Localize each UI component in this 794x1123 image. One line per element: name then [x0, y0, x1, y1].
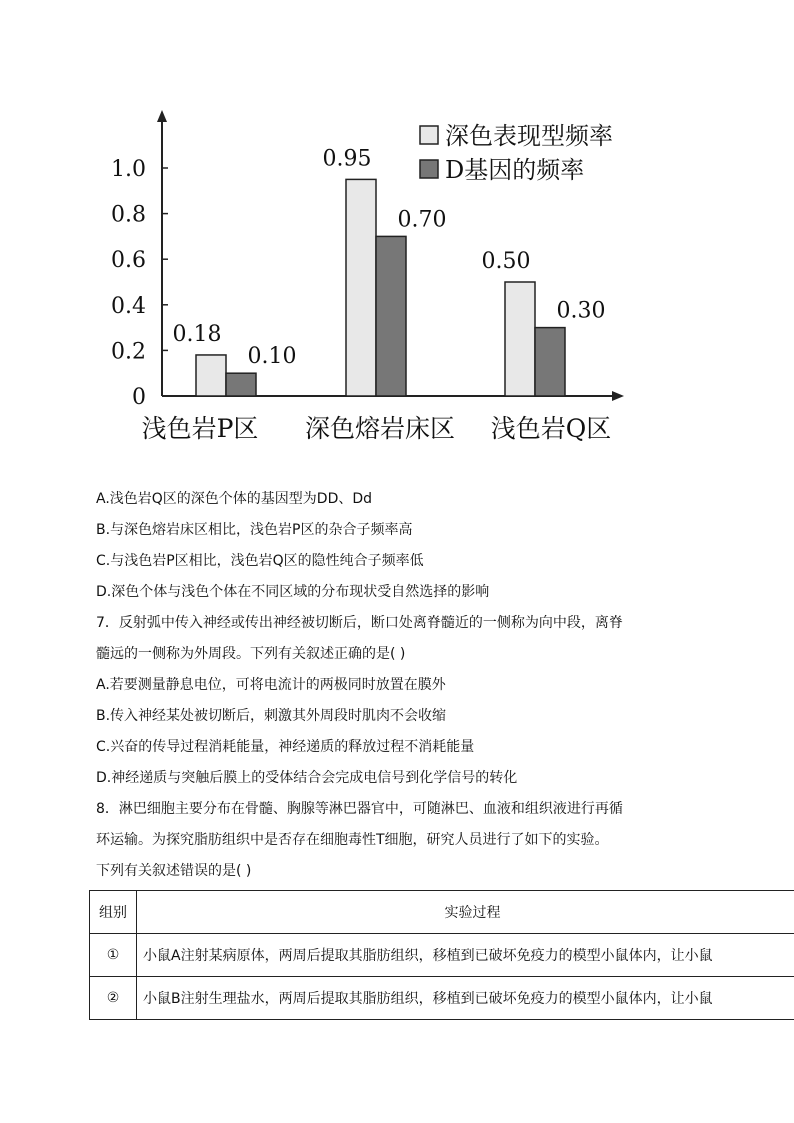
- experiment-table: [89, 890, 794, 1020]
- option-d: D.深色个体与浅色个体在不同区域的分布现状受自然选择的影响: [96, 584, 490, 600]
- bar: [226, 373, 256, 396]
- legend-label: 深色表现型频率: [445, 122, 613, 150]
- bar: [376, 236, 406, 396]
- process-cell: 小鼠A注射某病原体，两周后提取其脂肪组织，移植到已破坏免疫力的模型小鼠体内，让小鼠: [137, 934, 794, 977]
- q7-option-b: B.传入神经某处被切断后，刺激其外周段时肌肉不会收缩: [96, 708, 447, 724]
- table-row: [90, 934, 794, 977]
- legend-label: D基因的频率: [445, 156, 585, 184]
- bar-value-label: 0.70: [397, 207, 447, 233]
- x-category-label: 浅色岩Q区: [490, 414, 612, 443]
- q7-stem-line2: 髓远的一侧称为外周段。下列有关叙述正确的是( ): [96, 646, 406, 662]
- q8-stem-line1: 8．淋巴细胞主要分布在骨髓、胸腺等淋巴器官中，可随淋巴、血液和组织液进行再循: [96, 801, 623, 817]
- y-tick-label: 0.4: [111, 293, 146, 319]
- bar-value-label: 0.10: [247, 344, 297, 370]
- option-c: C.与浅色岩P区相比，浅色岩Q区的隐性纯合子频率低: [96, 553, 424, 569]
- bar: [196, 355, 226, 396]
- x-axis-arrow: [612, 391, 624, 401]
- y-axis-arrow: [157, 110, 167, 122]
- table-row: [90, 977, 794, 1020]
- chart-legend: [420, 122, 613, 184]
- y-tick-label: 0.6: [111, 248, 146, 274]
- legend-swatch: [420, 160, 438, 178]
- y-tick-label: 1.0: [111, 157, 146, 182]
- q7-option-d: D.神经递质与突触后膜上的受体结合会完成电信号到化学信号的转化: [96, 770, 518, 786]
- q7-option-a: A.若要测量静息电位，可将电流计的两极同时放置在膜外: [96, 677, 446, 693]
- x-category-label: 浅色岩P区: [141, 414, 259, 443]
- table-header-row: [90, 891, 794, 934]
- bar-value-label: 0.95: [322, 146, 372, 172]
- legend-swatch: [420, 126, 438, 144]
- q8-stem-line2: 环运输。为探究脂肪组织中是否存在细胞毒性T细胞，研究人员进行了如下的实验。: [96, 832, 609, 848]
- header-group: 组别: [90, 891, 137, 934]
- q7-option-c: C.兴奋的传导过程消耗能量，神经递质的释放过程不消耗能量: [96, 739, 475, 755]
- group-cell: ①: [90, 934, 137, 977]
- bar-value-label: 0.30: [556, 298, 606, 324]
- y-tick-label: 0: [132, 385, 146, 410]
- bar-value-label: 0.18: [172, 321, 222, 347]
- process-cell: 小鼠B注射生理盐水，两周后提取其脂肪组织，移植到已破坏免疫力的模型小鼠体内，让小鼠: [137, 977, 794, 1020]
- q8-stem-line3: 下列有关叙述错误的是( ): [96, 863, 252, 879]
- option-a: A.浅色岩Q区的深色个体的基因型为DD、Dd: [96, 491, 373, 507]
- bar: [535, 328, 565, 396]
- y-tick-label: 0.2: [111, 339, 146, 365]
- q7-stem-line1: 7．反射弧中传入神经或传出神经被切断后，断口处离脊髓近的一侧称为向中段，离脊: [96, 615, 623, 631]
- bar-chart: [0, 0, 794, 470]
- option-b: B.与深色熔岩床区相比，浅色岩P区的杂合子频率高: [96, 522, 413, 538]
- bar: [505, 282, 535, 396]
- question-content: [96, 484, 786, 887]
- bar-value-label: 0.50: [481, 249, 531, 274]
- bar: [346, 179, 376, 396]
- header-process: 实验过程: [137, 891, 794, 934]
- group-cell: ②: [90, 977, 137, 1020]
- x-category-label: 深色熔岩床区: [304, 414, 456, 443]
- y-tick-label: 0.8: [111, 202, 146, 228]
